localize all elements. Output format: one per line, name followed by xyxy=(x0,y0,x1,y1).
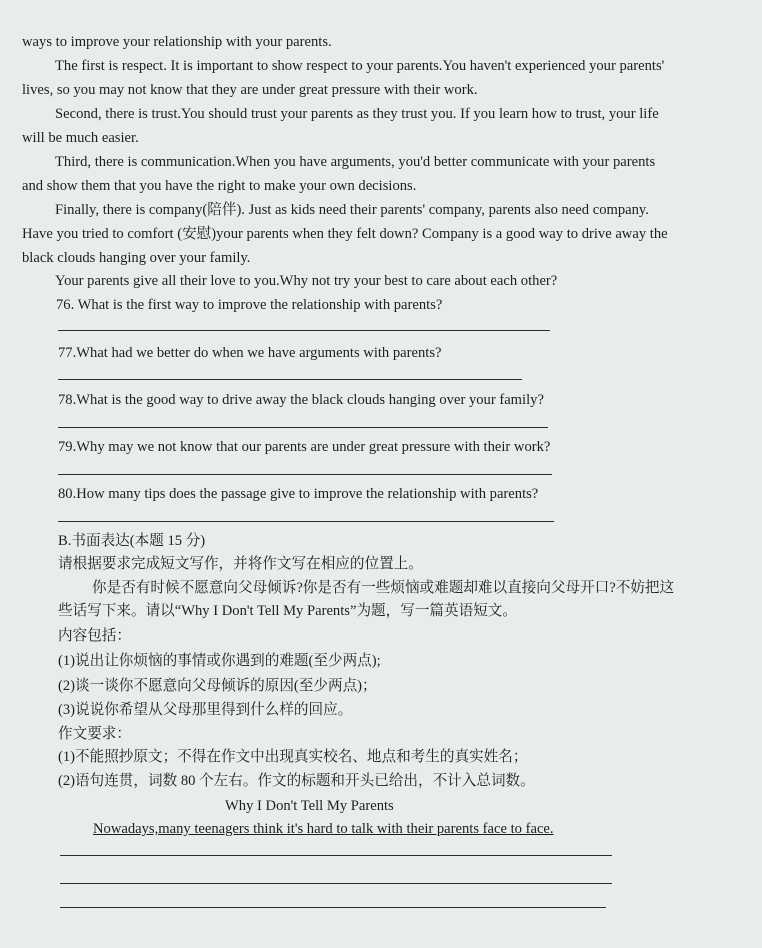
answer-line-79[interactable] xyxy=(58,474,552,475)
content-item: (2)谈一谈你不愿意向父母倾诉的原因(至少两点)； xyxy=(58,678,377,694)
question-78: 78.What is the good way to drive away the black clouds hanging over your family? xyxy=(58,392,544,408)
answer-line-76[interactable] xyxy=(58,330,550,331)
passage-line: and show them that you have the right to make your own decisions. xyxy=(22,178,417,194)
question-80: 80.How many tips does the passage give to improve the relationship with parents? xyxy=(58,486,539,502)
passage-line: Third, there is communication.When you have arguments, you'd better communicate with your parents xyxy=(55,154,656,170)
passage-line: lives, so you may not know that they are under great pressure with their work. xyxy=(22,82,478,98)
writing-prompt-line: 你是否有时候不愿意向父母倾诉?你是否有一些烦恼或难题却难以直接向父母开口?不妨把这 xyxy=(92,580,675,596)
writing-line[interactable] xyxy=(60,907,606,908)
requirement-item: (1)不能照抄原文；不得在作文中出现真实校名、地点和考生的真实姓名； xyxy=(58,749,528,765)
writing-instruction: 请根据要求完成短文写作，并将作文写在相应的位置上。 xyxy=(58,556,423,572)
answer-line-77[interactable] xyxy=(58,379,522,380)
requirements-label: 作文要求： xyxy=(58,726,131,742)
passage-line: Finally, there is company(陪伴). Just as kids need their parents' company, parents also need company. xyxy=(55,202,649,218)
passage-line: will be much easier. xyxy=(22,130,139,146)
requirement-item: (2)语句连贯，词数 80 个左右。作文的标题和开头已给出，不计入总词数。 xyxy=(58,773,535,789)
passage-line: Your parents give all their love to you.Why not try your best to care about each other? xyxy=(55,273,558,289)
writing-line[interactable] xyxy=(60,883,612,884)
question-79: 79.Why may we not know that our parents are under great pressure with their work? xyxy=(58,439,551,455)
question-77: 77.What had we better do when we have arguments with parents? xyxy=(58,345,442,361)
passage-line: The first is respect. It is important to show respect to your parents.You haven't experienced your parents' xyxy=(55,58,665,74)
writing-line[interactable] xyxy=(60,855,612,856)
essay-title: Why I Don't Tell My Parents xyxy=(225,798,394,814)
answer-line-80[interactable] xyxy=(58,521,554,522)
content-item: (3)说说你希望从父母那里得到什么样的回应。 xyxy=(58,702,353,718)
writing-prompt-line: 些话写下来。请以“Why I Don't Tell My Parents”为题，写一篇英语短文。 xyxy=(58,603,517,619)
passage-line: Second, there is trust.You should trust your parents as they trust you. If you learn how to trust, your life xyxy=(55,106,659,122)
content-item: (1)说出让你烦恼的事情或你遇到的难题(至少两点); xyxy=(58,653,381,669)
passage-line: black clouds hanging over your family. xyxy=(22,250,251,266)
writing-heading: B.书面表达(本题 15 分) xyxy=(58,533,206,549)
essay-opening: Nowadays,many teenagers think it's hard to talk with their parents face to face. xyxy=(93,821,554,837)
passage-line: Have you tried to comfort (安慰)your parents when they felt down? Company is a good way to drive away the xyxy=(22,226,668,242)
content-label: 内容包括： xyxy=(58,628,131,644)
question-76: 76. What is the first way to improve the relationship with parents? xyxy=(56,297,443,313)
answer-line-78[interactable] xyxy=(58,427,548,428)
passage-line: ways to improve your relationship with your parents. xyxy=(22,34,332,50)
